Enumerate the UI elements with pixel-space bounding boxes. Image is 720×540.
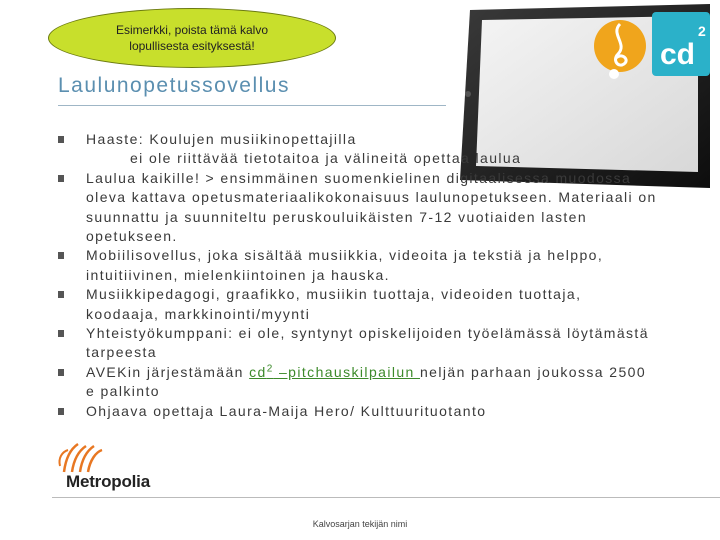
- bullet-text: Musiikkipedagogi, graafikko, musiikin tuottaja, videoiden tuottaja, koodaaja, markkinointi/myynti: [86, 286, 582, 322]
- bullet-item: [58, 169, 658, 247]
- bullet-item: [58, 285, 658, 324]
- bullet-item: [58, 246, 658, 285]
- badge-text: cd: [660, 38, 696, 71]
- bullet-item: [58, 324, 658, 363]
- bullet-text: Ohjaava opettaja Laura-Maija Hero/ Kulttuurituotanto: [86, 402, 487, 419]
- bullet-indent-text: ei ole riittävää tietotaitoa ja välineitä opettaa laulua: [130, 150, 522, 167]
- bullet-text: Yhteistyökumppani: ei ole, syntynyt opiskelijoiden työelämässä löytämästä tarpeesta: [86, 325, 649, 361]
- bullet-text: Haaste: Koulujen musiikinopettajilla: [86, 131, 357, 147]
- footer-author: Kalvosarjan tekijän nimi: [312, 519, 408, 529]
- note-line-1: Esimerkki, poista tämä kalvo: [115, 23, 269, 37]
- title-divider: [58, 105, 446, 106]
- bullet-square-icon: [58, 136, 64, 143]
- cd2-pitch-link[interactable]: [249, 364, 420, 380]
- bullet-item: [58, 363, 658, 402]
- note-line-2: lopullisesta esityksestä!: [129, 39, 255, 53]
- logo-wordmark: Metropolia: [66, 472, 150, 491]
- bullet-square-icon: [58, 330, 64, 337]
- bullet-square-icon: [58, 291, 64, 298]
- bullet-square-icon: [58, 252, 64, 259]
- bullet-text: Mobiilisovellus, joka sisältää musiikkia, videoita ja tekstiä ja helppo, intuitiivinen, mielenkiintoinen ja hauska.: [86, 247, 604, 283]
- bullet-text-pre: AVEKin järjestämään: [86, 363, 250, 380]
- footer-divider: [52, 497, 720, 498]
- link-text: cd: [249, 363, 267, 380]
- example-note-bubble: [48, 8, 336, 68]
- cd2-badge-icon: [652, 12, 710, 76]
- bullet-item: [58, 402, 658, 421]
- slide-title: Laulunopetussovellus: [58, 74, 290, 97]
- bullet-text: Laulua kaikille! > ensimmäinen suomenkielinen digitaalisessa muodossa oleva kattava opetusmateriaalikokonaisuus laulunopetukseen. Materiaali on suunnattu ja suunniteltu peruskouluikäisten 7-12 vuotiaiden lasten opetukseen.: [86, 169, 657, 245]
- bullet-square-icon: [58, 175, 64, 182]
- bullet-square-icon: [58, 369, 64, 376]
- link-text-rest: –pitchauskilpailun: [273, 363, 420, 380]
- bullet-item: [58, 130, 658, 169]
- badge-superscript: 2: [698, 23, 706, 39]
- bullet-square-icon: [58, 408, 64, 415]
- link-superscript: 2: [266, 363, 274, 375]
- bullet-list: [58, 130, 658, 421]
- bullet-text-post: neljän parhaan joukossa 2500 e palkinto: [86, 363, 647, 400]
